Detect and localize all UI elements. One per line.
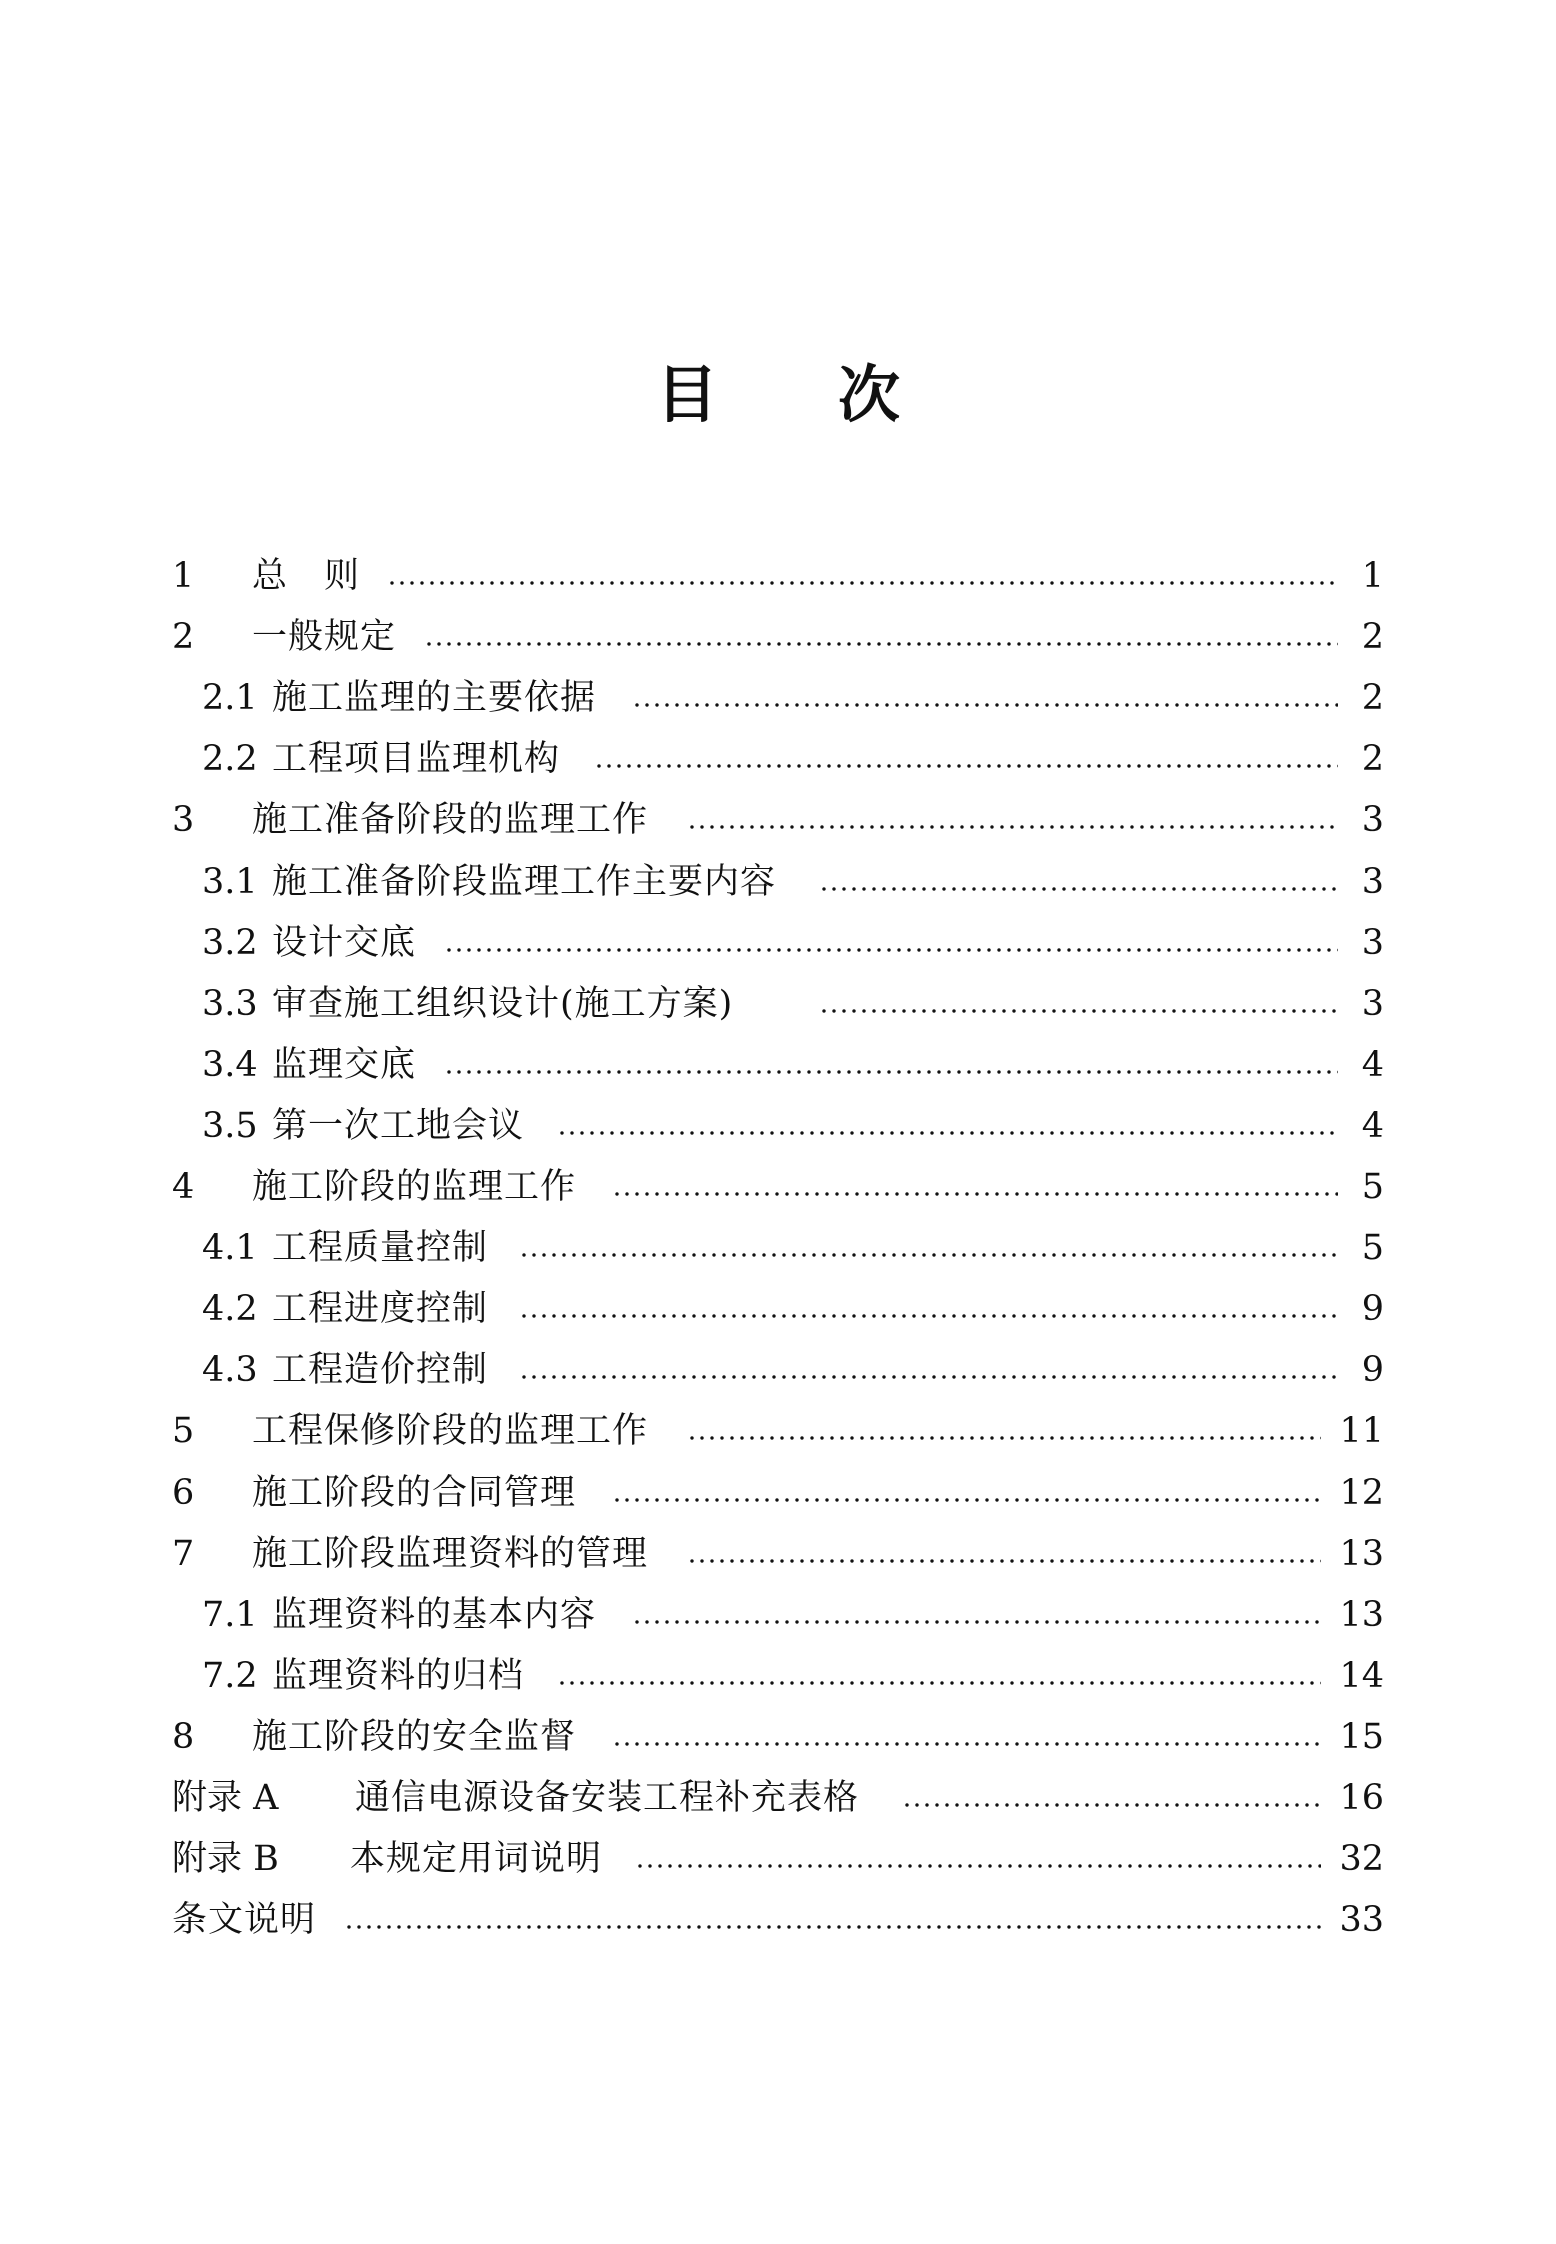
dot-leader [424,609,1338,665]
toc-entry-page: 3 [1361,861,1384,902]
toc-entry-number: 4.1 [202,1228,258,1269]
toc-entry-page: 12 [1339,1472,1384,1513]
dot-leader [687,1526,1322,1582]
toc-entry-number: 4 [172,1167,195,1207]
title-char-2: 次 [838,358,901,431]
toc-entry-page: 11 [1339,1411,1384,1452]
toc-entry-title: 条文说明 [172,1900,317,1941]
toc-entry-title: 工程质量控制 [272,1228,489,1269]
dot-leader [819,854,1338,910]
toc-entry-page: 5 [1361,1228,1384,1269]
dot-leader [444,1037,1338,1093]
toc-entry-number: 2.2 [202,739,258,780]
toc-entry-number: 3.3 [202,983,258,1024]
toc-entry[interactable] [0,731,1556,787]
toc-entry-number: 4.2 [202,1289,258,1330]
toc-entry-title: 一般规定 [252,617,397,658]
toc-entry-title: 通信电源设备安装工程补充表格 [355,1778,860,1818]
toc-entry-title: 施工阶段的安全监督 [252,1716,577,1757]
toc-entry-number: 7.2 [202,1655,258,1696]
toc-entry-number: 3.1 [202,861,258,902]
toc-entry-title: 本规定用词说明 [350,1839,603,1880]
toc-entry-title: 监理资料的归档 [272,1655,525,1696]
toc-entry-number: 1 [172,556,195,596]
dot-leader [632,670,1339,726]
toc-entry-title: 监理交底 [272,1044,417,1085]
toc-entry[interactable] [0,792,1556,848]
toc-entry-page: 3 [1361,922,1384,963]
toc-entry[interactable] [0,1098,1556,1154]
toc-entry[interactable] [0,670,1556,726]
toc-entry-page: 13 [1339,1594,1384,1635]
toc-entry[interactable] [0,1037,1556,1093]
toc-entry-title: 施工准备阶段的监理工作 [252,800,649,841]
dot-leader [444,915,1338,971]
toc-entry-number: 2.1 [202,678,258,719]
toc-entry[interactable] [0,1403,1556,1459]
toc-entry-page: 1 [1361,556,1384,596]
title-char-1: 目 [655,358,718,431]
toc-entry[interactable] [0,1281,1556,1337]
toc-entry-page: 32 [1339,1839,1384,1880]
toc-entry-number: 附录 A [172,1778,279,1818]
dot-leader [687,1403,1322,1459]
toc-entry-page: 9 [1361,1350,1384,1391]
toc-entry-title: 设计交底 [272,922,417,963]
toc-entry-number: 5 [172,1411,195,1452]
dot-leader [519,1342,1338,1398]
toc-entry-title: 监理资料的基本内容 [272,1594,597,1635]
page-title [0,345,1556,434]
toc-entry-page: 33 [1339,1900,1384,1941]
toc-entry-number: 7 [172,1533,195,1574]
dot-leader [344,1892,1321,1948]
dot-leader [612,1709,1322,1765]
toc-entry[interactable] [0,609,1556,665]
toc-entry-page: 2 [1361,678,1384,719]
toc-entry-number: 6 [172,1472,195,1513]
toc-entry-page: 3 [1361,983,1384,1024]
dot-leader [612,1159,1339,1215]
toc-entry-page: 14 [1339,1655,1384,1696]
toc-entry[interactable] [0,915,1556,971]
toc-entry-title: 第一次工地会议 [272,1105,525,1146]
toc-entry-page: 5 [1361,1167,1384,1207]
dot-leader [612,1465,1322,1521]
toc-entry[interactable] [0,1587,1556,1643]
toc-entry-title: 施工阶段的监理工作 [252,1167,577,1207]
toc-entry-number: 2 [172,617,195,658]
toc-entry-number: 3 [172,800,195,841]
toc-entry-number: 3.4 [202,1044,258,1085]
toc-entry[interactable] [0,976,1556,1032]
dot-leader [594,731,1338,787]
toc-entry-page: 9 [1361,1289,1384,1330]
toc-entry-number: 附录 B [172,1839,279,1880]
toc-entry-title: 工程进度控制 [272,1289,489,1330]
toc-entry-title: 工程保修阶段的监理工作 [252,1411,649,1452]
toc-entry-page: 2 [1361,739,1384,780]
toc-entry[interactable] [0,1342,1556,1398]
toc-entry[interactable] [0,1465,1556,1521]
toc-entry-number: 4.3 [202,1350,258,1391]
toc-entry[interactable] [0,1220,1556,1276]
toc-entry-title: 工程造价控制 [272,1350,489,1391]
toc-entry-page: 2 [1361,617,1384,658]
toc-entry-title: 施工阶段监理资料的管理 [252,1533,649,1574]
toc-entry[interactable] [0,1831,1556,1887]
dot-leader [387,548,1339,604]
dot-leader [557,1098,1339,1154]
toc-entry-title: 施工阶段的合同管理 [252,1472,577,1513]
toc-entry-page: 4 [1361,1105,1384,1146]
toc-entry-title: 总 则 [252,556,361,596]
toc-entry-page: 16 [1339,1778,1384,1818]
dot-leader [635,1831,1322,1887]
toc-entry-number: 8 [172,1716,195,1757]
toc-entry[interactable] [0,1526,1556,1582]
toc-entry-title: 工程项目监理机构 [272,739,561,780]
toc-entry[interactable] [0,854,1556,910]
toc-entry[interactable] [0,1648,1556,1704]
dot-leader [902,1770,1321,1826]
toc-entry-page: 3 [1361,800,1384,841]
toc-entry-number: 3.5 [202,1105,258,1146]
toc-entry-page: 13 [1339,1533,1384,1574]
toc-entry-title: 审查施工组织设计(施工方案) [272,983,734,1024]
dot-leader [687,792,1339,848]
toc-entry-page: 4 [1361,1044,1384,1085]
toc-entry-title: 施工监理的主要依据 [272,678,597,719]
dot-leader [819,976,1338,1032]
dot-leader [632,1587,1322,1643]
toc-entry[interactable] [0,1159,1556,1215]
toc-entry[interactable] [0,548,1556,604]
toc-entry[interactable] [0,1892,1556,1948]
dot-leader [557,1648,1322,1704]
dot-leader [519,1281,1338,1337]
toc-entry[interactable] [0,1709,1556,1765]
toc-entry[interactable] [0,1770,1556,1826]
toc-entry-page: 15 [1339,1716,1384,1757]
dot-leader [519,1220,1338,1276]
toc-entry-title: 施工准备阶段监理工作主要内容 [272,861,777,902]
toc-entry-number: 7.1 [202,1594,258,1635]
toc-entry-number: 3.2 [202,922,258,963]
